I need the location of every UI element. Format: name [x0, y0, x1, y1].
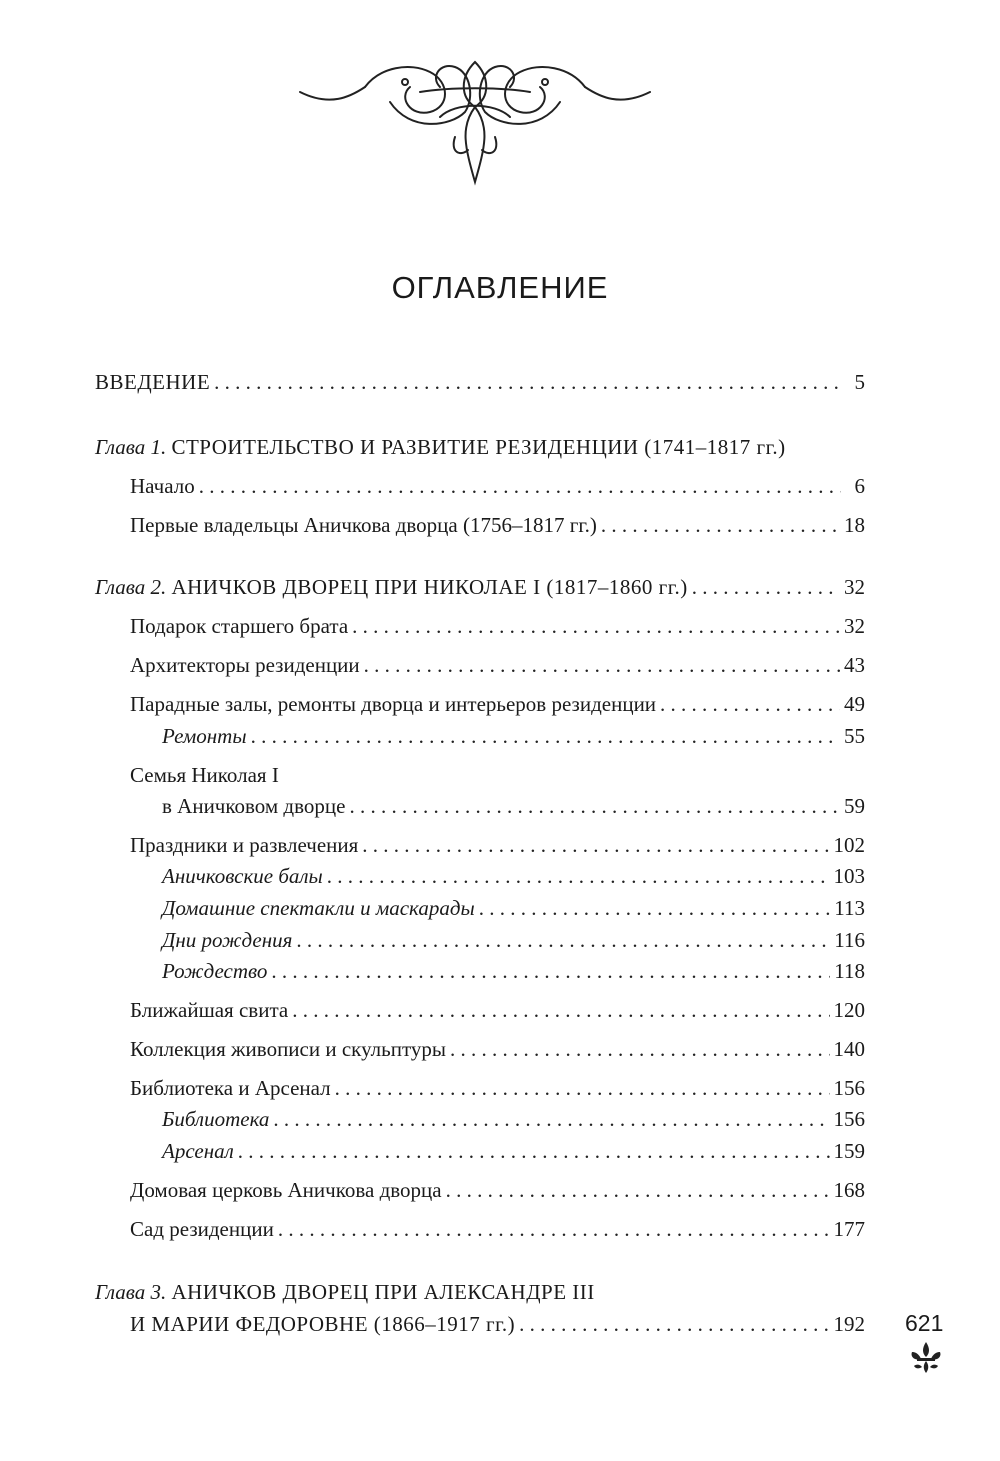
toc-entry-label: Сад резиденции: [130, 1217, 274, 1241]
toc-entry-label: Подарок старшего брата: [130, 614, 349, 638]
toc-entry-label: Праздники и развлечения: [130, 833, 359, 857]
toc-entry-label: Ремонты: [162, 724, 247, 748]
toc-entry-page: 43: [844, 653, 865, 677]
toc-entry-page: 156: [833, 1107, 865, 1131]
leader-dots: [352, 612, 840, 640]
toc-entry-label: Библиотека и Арсенал: [130, 1076, 331, 1100]
chapter-title: АНИЧКОВ ДВОРЕЦ ПРИ НИКОЛАЕ I (1817–1860 гг.): [171, 575, 688, 599]
toc-entry[interactable]: [130, 690, 865, 718]
leader-dots: [601, 511, 840, 539]
leader-dots: [327, 862, 830, 890]
leader-dots: [450, 1035, 830, 1063]
toc-entry-label: Аничковские балы: [162, 864, 323, 888]
toc-entry-page: 113: [834, 896, 865, 920]
toc-entry-page: 32: [844, 614, 865, 638]
chapter-heading-3-line2[interactable]: [130, 1310, 865, 1338]
leader-dots: [278, 1215, 830, 1243]
leader-dots: [519, 1310, 829, 1338]
toc-entry-label: Коллекция живописи и скульптуры: [130, 1037, 446, 1061]
leader-dots: [364, 651, 840, 679]
fleur-de-lis-icon: [908, 1340, 944, 1376]
toc-entry-label: Архитекторы резиденции: [130, 653, 360, 677]
leader-dots: [238, 1137, 830, 1165]
leader-dots: [446, 1176, 830, 1204]
toc-entry-label: Библиотека: [162, 1107, 270, 1131]
toc-subentry[interactable]: [162, 957, 865, 985]
toc-entry-label: Рождество: [162, 959, 268, 983]
toc-entry-page: 55: [844, 724, 865, 748]
toc-entry-label: ВВЕДЕНИЕ: [95, 370, 211, 394]
leader-dots: [251, 722, 840, 750]
toc-entry-page: 118: [834, 959, 865, 983]
leader-dots: [214, 368, 841, 396]
toc-entry-page: 168: [833, 1178, 865, 1202]
ornament-flourish-icon: [290, 42, 660, 192]
toc-entry-page: 18: [844, 513, 865, 537]
toc-entry-page: 192: [833, 1312, 865, 1336]
leader-dots: [335, 1074, 830, 1102]
toc-entry-page: 159: [833, 1139, 865, 1163]
toc-entry-page: 103: [833, 864, 865, 888]
chapter-prefix: Глава 3.: [95, 1280, 167, 1304]
toc-subentry[interactable]: [162, 862, 865, 890]
toc-entry-label: Дни рождения: [162, 928, 293, 952]
toc-entry[interactable]: [130, 472, 865, 500]
chapter-title: СТРОИТЕЛЬСТВО И РАЗВИТИЕ РЕЗИДЕНЦИИ (1741–1817 гг.): [171, 435, 786, 459]
chapter-title-line2: И МАРИИ ФЕДОРОВНЕ (1866–1917 гг.): [130, 1312, 516, 1336]
toc-entry-page: 140: [833, 1037, 865, 1061]
toc-entry-page: 59: [844, 794, 865, 818]
page-title: ОГЛАВЛЕНИЕ: [391, 270, 609, 305]
toc-entry[interactable]: [130, 996, 865, 1024]
toc-entry-label: Домовая церковь Аничкова дворца: [130, 1178, 442, 1202]
leader-dots: [479, 894, 831, 922]
toc-entry-page: 49: [844, 692, 865, 716]
toc-entry[interactable]: [130, 1215, 865, 1243]
toc-entry-label-line1[interactable]: Семья Николая I: [130, 763, 279, 787]
leader-dots: [199, 472, 841, 500]
toc-entry[interactable]: [130, 831, 865, 859]
toc-entry-label: Первые владельцы Аничкова дворца (1756–1817 гг.): [130, 513, 597, 537]
toc-subentry[interactable]: [162, 894, 865, 922]
toc-entry-label: Домашние спектакли и маскарады: [162, 896, 475, 920]
toc-entry[interactable]: [130, 651, 865, 679]
page-number: 621: [905, 1310, 944, 1336]
toc-entry-page: 177: [833, 1217, 865, 1241]
toc-entry-page: 102: [833, 833, 865, 857]
chapter-prefix: Глава 2.: [95, 575, 167, 599]
toc-entry-label: Арсенал: [162, 1139, 234, 1163]
toc-entry[interactable]: [130, 1176, 865, 1204]
toc-entry-label: Парадные залы, ремонты дворца и интерьеров резиденции: [130, 692, 657, 716]
leader-dots: [292, 996, 829, 1024]
toc-subentry[interactable]: [162, 1137, 865, 1165]
toc-subentry[interactable]: [162, 1105, 865, 1133]
toc-entry[interactable]: [130, 511, 865, 539]
toc-entry-page: 156: [833, 1076, 865, 1100]
chapter-prefix: Глава 1.: [95, 435, 167, 459]
toc-entry-page: 120: [833, 998, 865, 1022]
toc-entry[interactable]: [130, 612, 865, 640]
toc-entry-label: Ближайшая свита: [130, 998, 289, 1022]
toc-subentry[interactable]: [162, 926, 865, 954]
toc-entry-introduction[interactable]: [95, 368, 865, 396]
leader-dots: [273, 1105, 829, 1133]
chapter-title: АНИЧКОВ ДВОРЕЦ ПРИ АЛЕКСАНДРЕ III: [171, 1280, 595, 1304]
leader-dots: [349, 792, 840, 820]
leader-dots: [362, 831, 829, 859]
toc-entry[interactable]: [162, 792, 865, 820]
toc-entry-page: 32: [844, 575, 865, 599]
toc-entry-label: Начало: [130, 474, 195, 498]
toc-entry[interactable]: [130, 1035, 865, 1063]
leader-dots: [660, 690, 840, 718]
toc-entry-page: 6: [854, 474, 865, 498]
chapter-heading-1[interactable]: [95, 433, 786, 461]
leader-dots: [692, 573, 840, 601]
toc-entry-page: 5: [854, 370, 865, 394]
toc-entry-page: 116: [834, 928, 865, 952]
leader-dots: [296, 926, 830, 954]
toc-entry[interactable]: [130, 1074, 865, 1102]
chapter-heading-3[interactable]: [95, 1278, 595, 1306]
toc-subentry[interactable]: [162, 722, 865, 750]
chapter-heading-2[interactable]: [95, 573, 865, 601]
leader-dots: [271, 957, 830, 985]
toc-entry-label: в Аничковом дворце: [162, 794, 346, 818]
